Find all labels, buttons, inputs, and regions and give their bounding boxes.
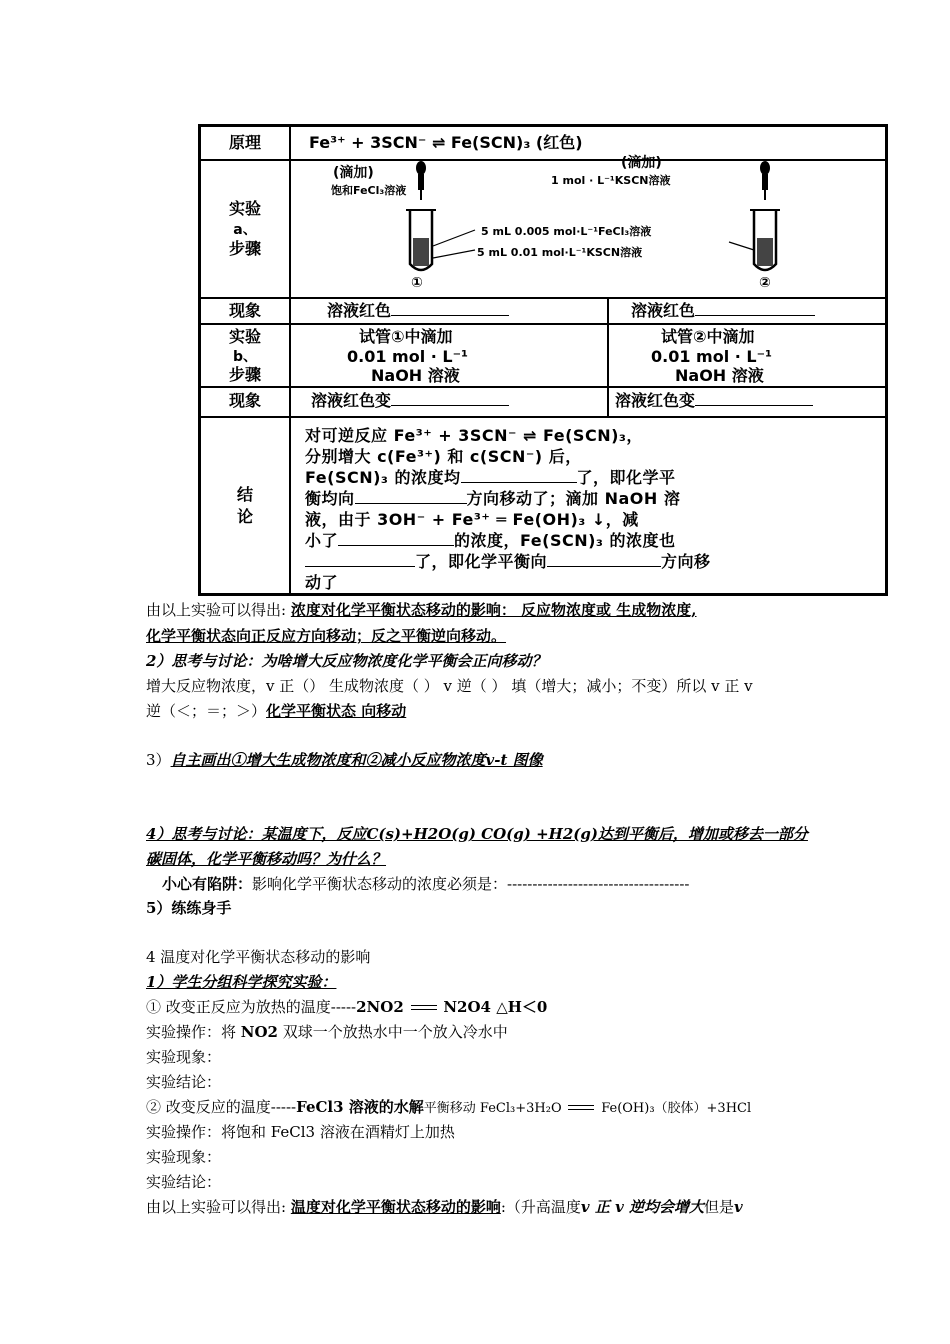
dropper-icon <box>416 161 426 200</box>
step-b-left: 0.01 mol · L⁻¹ <box>347 347 469 366</box>
conclusion-text: 了，即化学平 <box>576 468 676 487</box>
tube-number-left: ① <box>411 275 423 291</box>
step-b-left: 试管①中滴加 <box>359 327 453 346</box>
table-rule <box>201 386 885 388</box>
tube-number-right: ② <box>759 275 771 291</box>
conclusion-line <box>305 467 676 488</box>
conclusion-text: 衡均向 <box>305 489 355 508</box>
text-span: 影响化学平衡状态移动的浓度必须是：------------------------------------ <box>252 875 690 893</box>
dropper-label-left: 饱和FeCl₃溶液 <box>331 184 407 197</box>
conclusion-line: 动了 <box>305 573 339 592</box>
phenomenon2-left-text: 溶液红色变 <box>311 391 392 410</box>
table-rule <box>201 416 885 418</box>
text-span: ① 改变正反应为放热的温度----- <box>146 998 357 1016</box>
conclusion-line <box>305 530 676 551</box>
step-b-left: NaOH 溶液 <box>371 366 460 385</box>
phenomenon-left <box>327 301 509 321</box>
answer-blank <box>355 489 467 504</box>
text-line <box>162 874 689 894</box>
text-line: 化学平衡状态向正反应方向移动；反之平衡逆向移动。 <box>146 627 507 645</box>
text-line <box>146 701 406 721</box>
text-line <box>146 1197 743 1217</box>
answer-blank <box>338 531 454 546</box>
text-span: ② 改变反应的温度----- <box>146 1098 297 1116</box>
text-span: 平衡移动 FeCl₃+3H₂O <box>423 1101 562 1116</box>
experiment-table <box>198 124 888 596</box>
row-label-phenomenon: 现象 <box>228 301 261 320</box>
section-heading: 1）学生分组科学探究实验： <box>146 973 337 991</box>
solution-label-1: 5 mL 0.005 mol·L⁻¹FeCl₃溶液 <box>481 225 652 238</box>
text-span: 浓度对化学平衡状态移动的影响： 反应物浓度或 生成物浓度, <box>290 601 697 619</box>
step-b-right: 试管②中滴加 <box>661 327 755 346</box>
phenomenon-right-text: 溶液红色 <box>631 301 696 320</box>
question-heading: 2）思考与讨论：为啥增大反应物浓度化学平衡会正向移动？ <box>146 652 547 670</box>
phenomenon2-left <box>311 391 509 411</box>
row-label-exp-b: b、 <box>232 349 258 365</box>
row-label-conclusion: 论 <box>236 507 253 526</box>
text-span: 小心有陷阱： <box>162 875 253 893</box>
row-label-principle: 原理 <box>228 133 261 152</box>
text-span: 温度对化学平衡状态移动的影响 <box>290 1198 501 1216</box>
answer-blank <box>695 391 813 406</box>
text-span: 双球一个放热水中一个放入冷水中 <box>278 1023 508 1041</box>
answer-blank <box>695 301 815 316</box>
row-label-exp-a: 步骤 <box>228 239 261 258</box>
phenomenon-left-text: 溶液红色 <box>327 301 392 320</box>
conclusion-line: 分别增大 c(Fe³⁺) 和 c(SCN⁻) 后， <box>305 447 582 466</box>
text-span: 化学平衡状态 向移动 <box>266 702 407 720</box>
text-line <box>146 1097 751 1119</box>
handwritten-note-left: (滴加) <box>333 165 374 181</box>
table-rule <box>201 297 885 299</box>
test-tube-icon <box>406 210 436 270</box>
text-span: 但是 <box>704 1198 735 1216</box>
dropper-label-right: 1 mol · L⁻¹KSCN溶液 <box>551 174 671 187</box>
table-rule <box>201 323 885 325</box>
conclusion-line: 液，由于 3OH⁻ + Fe³⁺ ═ Fe(OH)₃ ↓，减 <box>305 510 639 529</box>
conclusion-text: 的浓度，Fe(SCN)₃ 的浓度也 <box>454 531 676 550</box>
row-label-exp-a: a、 <box>233 222 257 238</box>
answer-blank <box>547 552 661 567</box>
text-span: N2O4 △H＜0 <box>443 998 548 1016</box>
handwritten-note-right: (滴加) <box>621 155 662 171</box>
text-span: FeCl3 溶液的水解 <box>296 1098 424 1116</box>
text-line <box>146 600 697 620</box>
equilibrium-arrow-icon <box>566 1103 596 1113</box>
row-label-phenomenon-2: 现象 <box>228 391 261 410</box>
conclusion-line: 对可逆反应 Fe³⁺ + 3SCN⁻ ⇌ Fe(SCN)₃， <box>305 426 643 445</box>
text-line: 实验现象： <box>146 1048 222 1066</box>
test-tube-icon <box>750 210 780 270</box>
text-line <box>146 997 547 1017</box>
question-heading: 碳固体，化学平衡移动吗？为什么？ <box>146 850 387 868</box>
text-line: 实验结论： <box>146 1173 222 1191</box>
row-label-exp-b: 实验 <box>228 327 261 346</box>
phenomenon2-right <box>615 391 813 411</box>
text-span: 3） <box>146 751 171 769</box>
apparatus-drawing <box>289 160 887 296</box>
solution-label-2: 5 mL 0.01 mol·L⁻¹KSCN溶液 <box>477 246 643 259</box>
step-b-right: 0.01 mol · L⁻¹ <box>651 347 773 366</box>
conclusion-line <box>305 551 711 572</box>
text-span: v 正 v 逆均会增大 <box>580 1198 705 1216</box>
text-line: 实验现象： <box>146 1148 222 1166</box>
phenomenon-right <box>631 301 815 321</box>
row-label-exp-a: 实验 <box>228 199 261 218</box>
text-line: 增大反应物浓度，v 正（） 生成物浓度（ ） v 逆（ ） 填（增大；减小；不变）所以 v 正 v <box>146 677 753 695</box>
text-span: 实验操作：将 <box>146 1023 241 1041</box>
principle-equation: Fe³⁺ + 3SCN⁻ ⇌ Fe(SCN)₃ (红色) <box>309 133 583 152</box>
text-span: 由以上实验可以得出: <box>146 1198 291 1216</box>
row-label-conclusion: 结 <box>236 485 253 504</box>
text-span: 自主画出①增大生成物浓度和②减小反应物浓度v-t 图像 <box>170 751 543 769</box>
answer-blank <box>391 301 509 316</box>
answer-blank <box>305 552 415 567</box>
answer-blank <box>391 391 509 406</box>
answer-blank <box>461 468 577 483</box>
step-b-right: NaOH 溶液 <box>675 366 764 385</box>
conclusion-text: 方向移动了；滴加 NaOH 溶 <box>466 489 681 508</box>
section-heading: 5）练练身手 <box>146 899 232 917</box>
conclusion-line <box>305 488 680 509</box>
section-heading: 4 温度对化学平衡状态移动的影响 <box>146 948 371 966</box>
text-line <box>146 1022 508 1042</box>
conclusion-text: 方向移 <box>661 552 711 571</box>
question-heading: 4）思考与讨论：某温度下，反应C(s)+H2O(g) CO(g) +H2(g)达到平衡后，增加或移去一部分 <box>146 825 808 843</box>
text-span: v <box>734 1198 743 1216</box>
table-rule <box>607 297 609 416</box>
phenomenon2-right-text: 溶液红色变 <box>615 391 696 410</box>
text-line: 实验结论： <box>146 1073 222 1091</box>
text-span: 由以上实验可以得出: <box>146 601 291 619</box>
text-line <box>146 750 543 770</box>
text-span: 2NO2 <box>356 998 404 1016</box>
conclusion-text: Fe(SCN)₃ 的浓度均 <box>305 468 461 487</box>
text-span: Fe(OH)₃（胶体）+3HCl <box>601 1101 752 1116</box>
text-span: 逆（＜；＝；＞） <box>146 702 267 720</box>
text-span: :（升高温度 <box>500 1198 581 1216</box>
dropper-icon <box>760 161 770 200</box>
equilibrium-arrow-icon <box>409 1003 439 1013</box>
text-span: NO2 <box>240 1023 278 1041</box>
row-label-exp-b: 步骤 <box>228 365 261 384</box>
text-line: 实验操作：将饱和 FeCl3 溶液在酒精灯上加热 <box>146 1123 455 1141</box>
conclusion-text: 了，即化学平衡向 <box>415 552 548 571</box>
conclusion-text: 小了 <box>305 531 339 550</box>
